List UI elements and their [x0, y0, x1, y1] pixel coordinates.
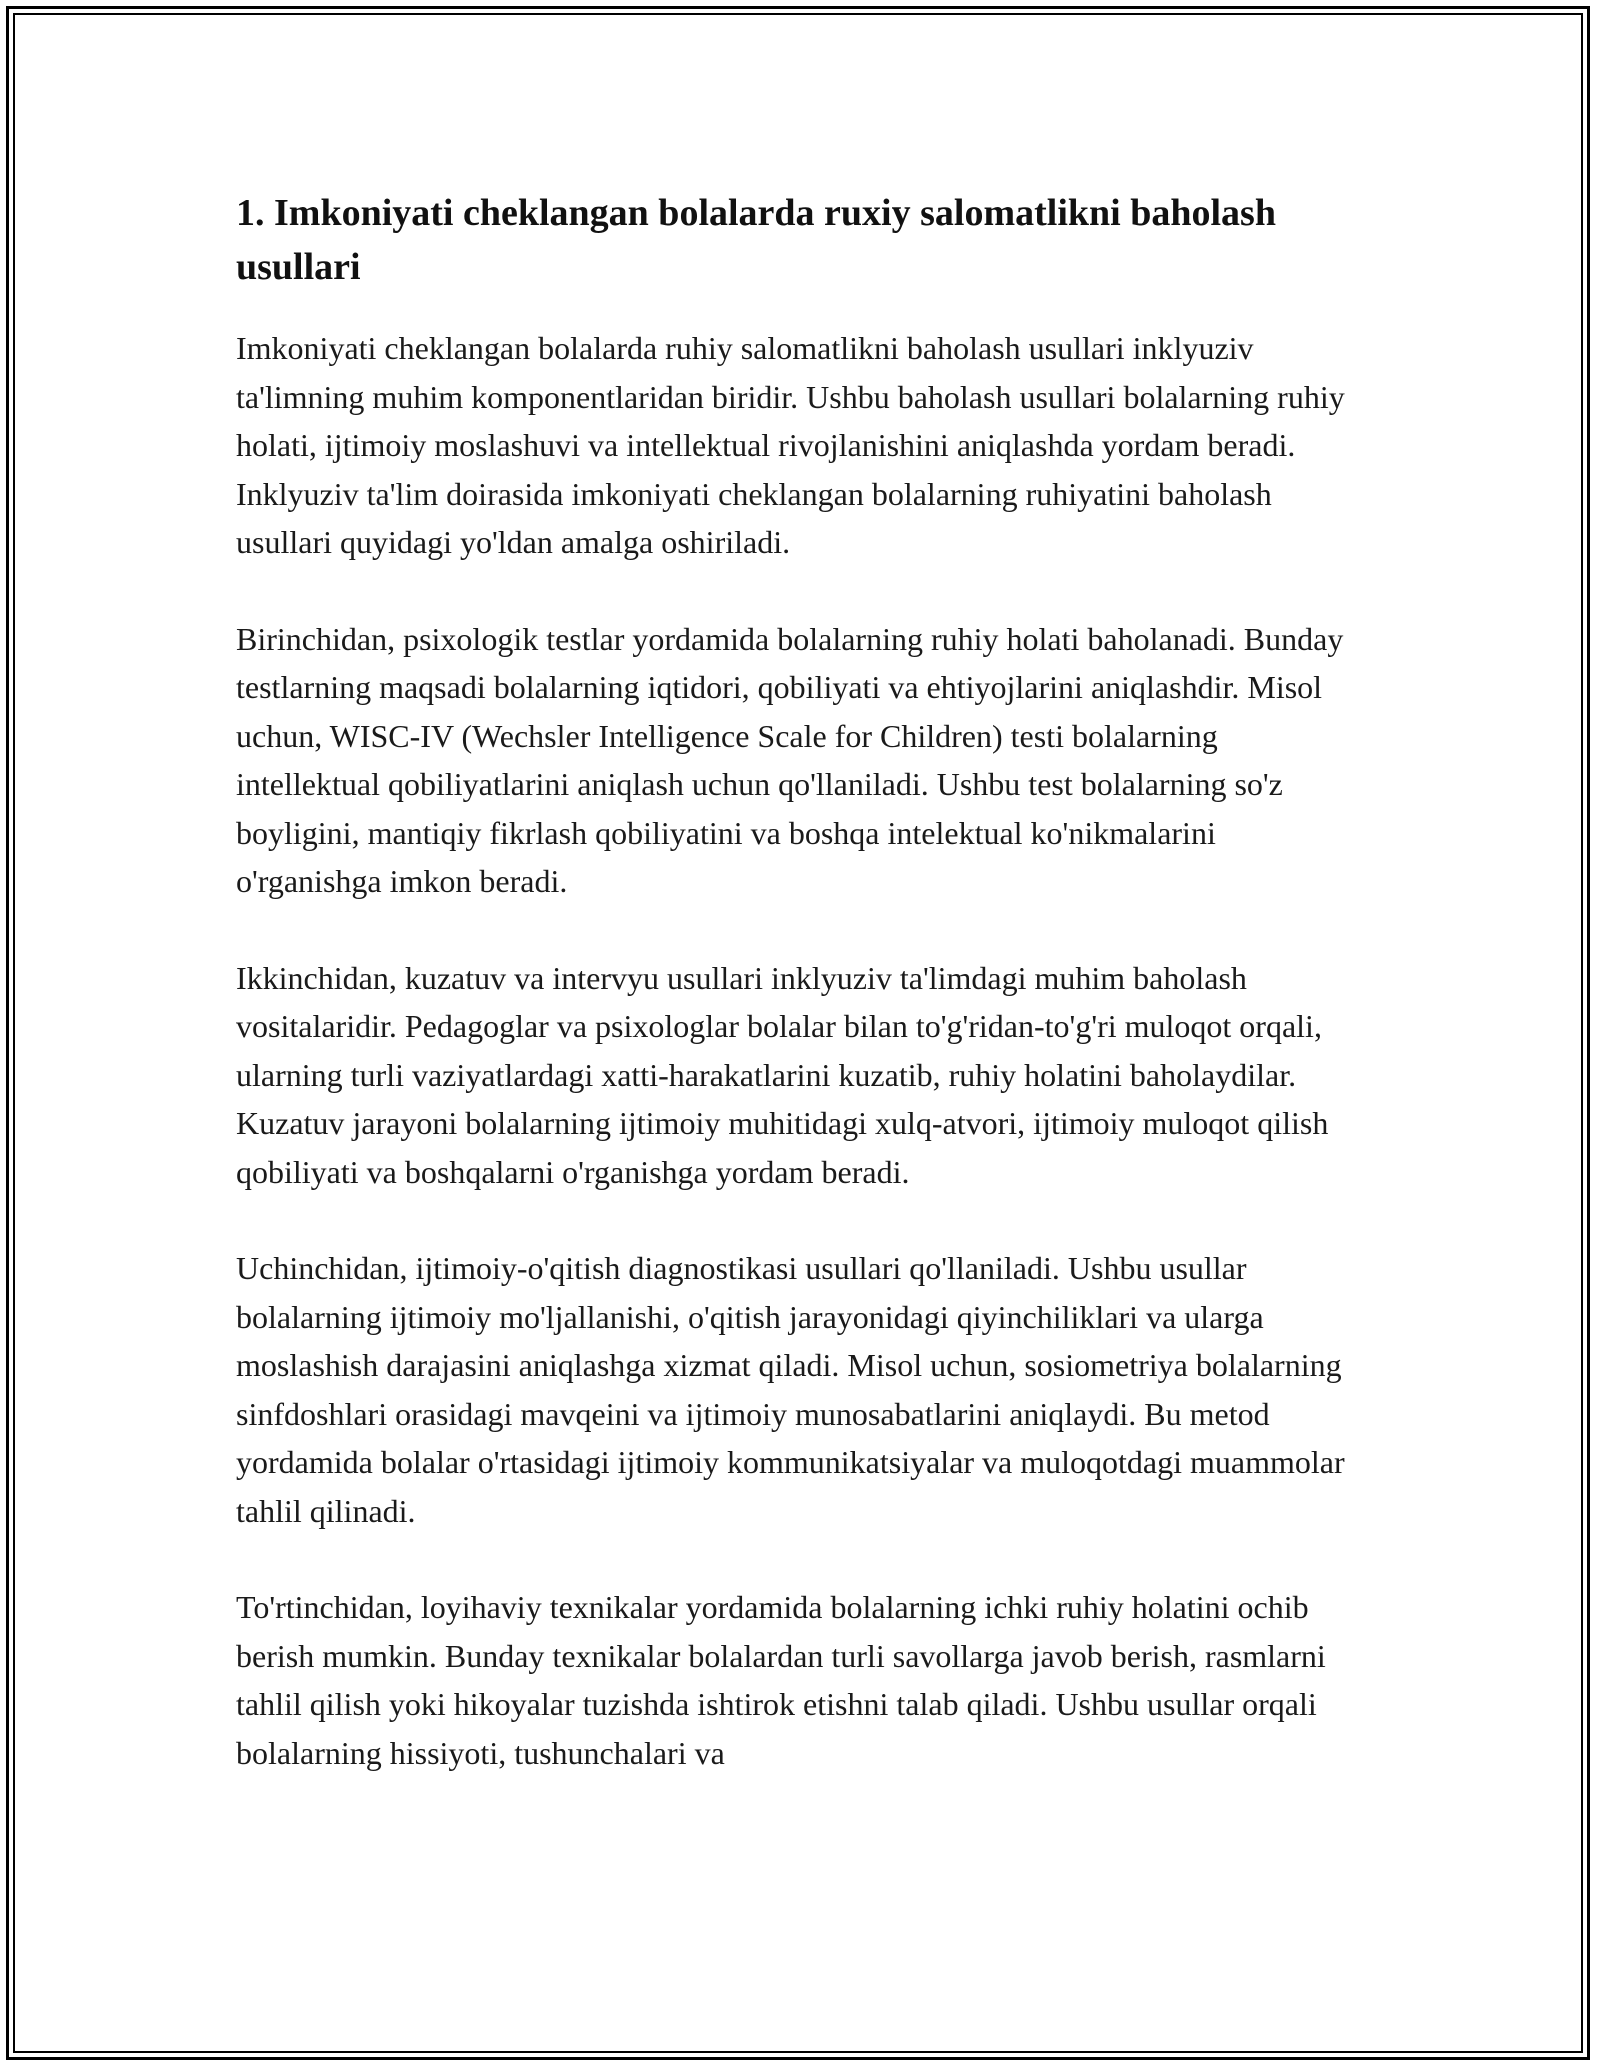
document-body [236, 186, 1366, 1825]
paragraph-fourth-method: To'rtinchidan, loyihaviy texnikalar yordamida bolalarning ichki ruhiy holatini ochib berish mumkin. Bunday texnikalar bolalardan turli savollarga javob berish, rasmlarni tahlil qilish yoki hikoyalar tuzishda ishtirok etishni talab qiladi. Ushbu usullar orqali bolalarning hissiyoti, tushunchalari va [236, 1589, 1326, 1771]
paragraph-first-method: Birinchidan, psixologik testlar yordamida bolalarning ruhiy holati baholanadi. Bunday testlarning maqsadi bolalarning iqtidori, qobiliyati va ehtiyojlarini aniqlashdir. Misol uchun, WISC-IV (Wechsler Intelligence Scale for Children) testi bolalarning intellektual qobiliyatlarini aniqlash uchun qo'llaniladi. Ushbu test bolalarning so'z boyligini, mantiqiy fikrlash qobiliyatini va boshqa intelektual ko'nikmalarini o'rganishga imkon beradi. [236, 620, 1344, 899]
paragraph-third-method: Uchinchidan, ijtimoiy-o'qitish diagnostikasi usullari qo'llaniladi. Ushbu usullar bolalarning ijtimoiy mo'ljallanishi, o'qitish jarayonidagi qiyinchiliklari va ularga moslashish darajasini aniqlashga xizmat qiladi. Misol uchun, sosiometriya bolalarning sinfdoshlari orasidagi mavqeini va ijtimoiy munosabatlarini aniqlaydi. Bu metod yordamida bolalar o'rtasidagi ijtimoiy kommunikatsiyalar va muloqotdagi muammolar tahlil qilinadi. [236, 1250, 1345, 1529]
paragraph-second-method: Ikkinchidan, kuzatuv va intervyu usullari inklyuziv ta'limdagi muhim baholash vositalaridir. Pedagoglar va psixologlar bolalar bilan to'g'ridan-to'g'ri muloqot orqali, ularning turli vaziyatlardagi xatti-harakatlarini kuzatib, ruhiy holatini baholaydilar. Kuzatuv jarayoni bolalarning ijtimoiy muhitidagi xulq-atvori, ijtimoiy muloqot qilish qobiliyati va boshqalarni o'rganishga yordam beradi. [236, 959, 1329, 1190]
paragraph-intro: Imkoniyati cheklangan bolalarda ruhiy salomatlikni baholash usullari inklyuziv ta'limning muhim komponentlaridan biridir. Ushbu baholash usullari bolalarning ruhiy holati, ijtimoiy moslashuvi va intellektual rivojlanishini aniqlashda yordam beradi. Inklyuziv ta'lim doirasida imkoniyati cheklangan bolalarning ruhiyatini baholash usullari quyidagi yo'ldan amalga oshiriladi. [236, 330, 1345, 560]
section-title: 1. Imkoniyati cheklangan bolalarda ruxiy salomatlikni baholash usullari [236, 192, 1276, 288]
